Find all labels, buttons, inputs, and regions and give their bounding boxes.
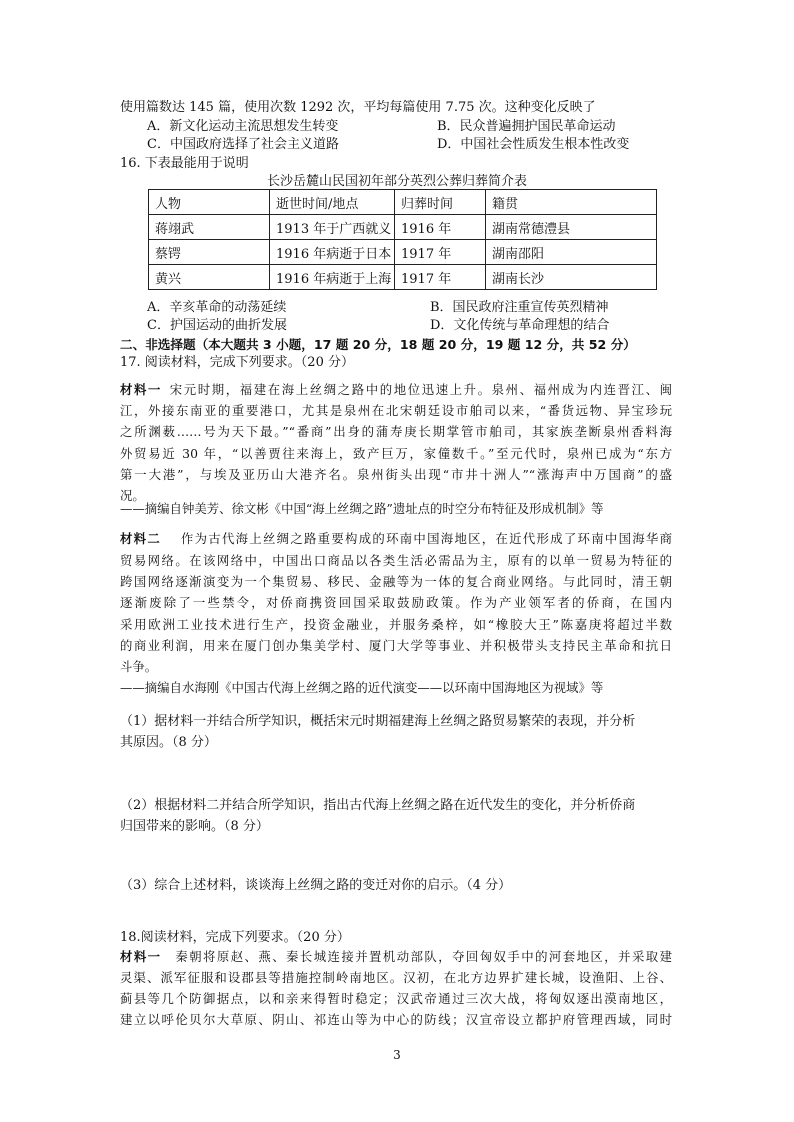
table-cell: 蒋翊武 xyxy=(149,215,270,240)
q17-subquestion-1-cont: 其原因。（8 分） xyxy=(120,735,217,750)
q16-option-d: D．文化传统与革命理想的结合 xyxy=(430,318,610,333)
q15-stem-tail: 使用篇数达 145 篇，使用次数 1292 次，平均每篇使用 7.75 次。这种变化反映了 xyxy=(120,100,596,115)
table-cell: 黄兴 xyxy=(149,265,270,290)
table-cell: 湖南长沙 xyxy=(486,265,657,290)
q16-option-b: B．国民政府注重宣传英烈精神 xyxy=(430,300,609,315)
q15-option-c: C．中国政府选择了社会主义道路 xyxy=(147,137,339,152)
q16-table-caption: 长沙岳麓山民国初年部分英烈公葬归葬简介表 xyxy=(266,174,527,189)
q17-subquestion-2: （2）根据材料二并结合所学知识，指出古代海上丝绸之路在近代发生的变化，并分析侨商 xyxy=(120,798,636,813)
material-label: 材料二 xyxy=(120,531,162,546)
q16-option-c: C．护国运动的曲折发展 xyxy=(147,318,287,333)
q17-material2-line: 材料二 作为古代海上丝绸之路重要构成的环南中国海地区，在近代形成了环南中国海华商 xyxy=(120,531,672,546)
q18-stem: 18.阅读材料，完成下列要求。（20 分） xyxy=(120,930,350,945)
q17-material1-line: 之所渊薮……号为天下最。”“番商”出身的蒲寿庚长期掌管市舶司，其家族垄断泉州香料海 xyxy=(120,424,672,439)
q17-material2-line: 逐渐废除了一些禁令，对侨商携资回国采取鼓励政策。作为产业领军者的侨商，在国内 xyxy=(120,595,672,610)
q17-material1-line: 材料一 宋元时期，福建在海上丝绸之路中的地位迅速上升。泉州、福州成为内连晋江、闽 xyxy=(120,382,672,397)
table-cell: 1916 年病逝于日本 xyxy=(270,240,395,265)
q17-material2-line: 采用欧洲工业技术进行生产，投资金融业，并服务桑梓，如“橡胶大王”陈嘉庚将超过半数 xyxy=(120,617,672,632)
table-cell: 1913 年于广西就义 xyxy=(270,215,395,240)
material-label: 材料一 xyxy=(120,382,162,397)
q17-material1-line: 外贸易近 30 年，“以善贾往来海上，致产巨万，家僮数千。”至元代时，泉州已成为“东方 xyxy=(120,446,672,461)
q17-material2-line: 贸易网络。在该网络中，中国出口商品以各类生活必需品为主，原有的以单一贸易为特征的 xyxy=(120,553,672,568)
table-row xyxy=(149,240,657,265)
table-cell: 1917 年 xyxy=(395,265,486,290)
q18-material1-line: 材料一 秦朝将原赵、燕、秦长城连接并置机动部队，夺回匈奴手中的河套地区，并采取建 xyxy=(120,949,673,964)
q17-material2-line: 的商业利润，用来在厦门创办集美学村、厦门大学等事业、并积极带头支持民主革命和抗日 xyxy=(120,638,672,653)
q16-stem: 16. 下表最能用于说明 xyxy=(120,156,249,171)
q18-material1-line: 蓟县等几个防御据点，以和亲来得暂时稳定；汉武帝通过三次大战，将匈奴逐出漠南地区， xyxy=(120,991,672,1006)
material-label: 材料一 xyxy=(120,949,162,964)
q16-option-a: A．辛亥革命的动荡延续 xyxy=(147,300,287,315)
q17-stem: 17. 阅读材料，完成下列要求。（20 分） xyxy=(120,355,354,370)
q15-option-b: B．民众普遍拥护国民革命运动 xyxy=(437,119,616,134)
q17-material2-line: 跨国网络逐渐演变为一个集贸易、移民、金融等为一体的复合商业网络。与此同时，清王朝 xyxy=(120,574,672,589)
table-header-cell: 归葬时间 xyxy=(395,190,486,215)
q17-subquestion-2-cont: 归国带来的影响。（8 分） xyxy=(120,819,269,834)
table-cell: 1917 年 xyxy=(395,240,486,265)
table-cell: 湖南邵阳 xyxy=(486,240,657,265)
q17-material1-line: 江，外接东南亚的重要港口，尤其是泉州在北宋朝廷设市舶司以来，“番货远物、异宝珍玩 xyxy=(120,403,672,418)
table-cell: 蔡锷 xyxy=(149,240,270,265)
q17-material2-source: ——摘编自水海刚《中国古代海上丝绸之路的近代演变——以环南中国海地区为视域》等 xyxy=(120,680,604,695)
q17-material1-line: 况。 xyxy=(120,488,145,503)
table-row xyxy=(149,265,657,290)
q17-subquestion-3: （3）综合上述材料，谈谈海上丝绸之路的变迁对你的启示。（4 分） xyxy=(120,878,512,893)
table-cell: 1916 年病逝于上海 xyxy=(270,265,395,290)
q15-option-d: D．中国社会性质发生根本性改变 xyxy=(437,137,630,152)
q17-material1-line: 第一大港”，与埃及亚历山大港齐名。泉州街头出现“市井十洲人”“涨海声中万国商”的盛 xyxy=(120,467,672,482)
q18-material1-line: 建立以呼伦贝尔大草原、阴山、祁连山等为中心的防线；汉宣帝设立都护府管理西域，同时 xyxy=(120,1012,672,1027)
page-number: 3 xyxy=(393,1048,401,1062)
q15-option-a: A．新文化运动主流思想发生转变 xyxy=(147,119,339,134)
q16-table xyxy=(148,189,657,290)
table-header-cell: 籍贯 xyxy=(486,190,657,215)
table-cell: 湖南常德澧县 xyxy=(486,215,657,240)
section-heading: 二、非选择题（本大题共 3 小题，17 题 20 分，18 题 20 分，19 题 12 分，共 52 分） xyxy=(120,337,636,352)
table-header-cell: 逝世时间/地点 xyxy=(270,190,395,215)
table-header-row xyxy=(149,190,657,215)
table-row xyxy=(149,215,657,240)
q18-material1-line: 灵渠、派军征服和设郡县等措施控制岭南地区。汉初，在北方边界扩建长城，设渔阳、上谷、 xyxy=(120,970,672,985)
q17-material2-line: 斗争。 xyxy=(120,659,158,674)
table-header-cell: 人物 xyxy=(149,190,270,215)
q17-material1-source: ——摘编自钟美芳、徐文彬《中国“海上丝绸之路”遗址点的时空分布特征及形成机制》等 xyxy=(120,501,604,516)
table-cell: 1916 年 xyxy=(395,215,486,240)
q17-subquestion-1: （1）据材料一并结合所学知识，概括宋元时期福建海上丝绸之路贸易繁荣的表现，并分析 xyxy=(120,714,636,729)
